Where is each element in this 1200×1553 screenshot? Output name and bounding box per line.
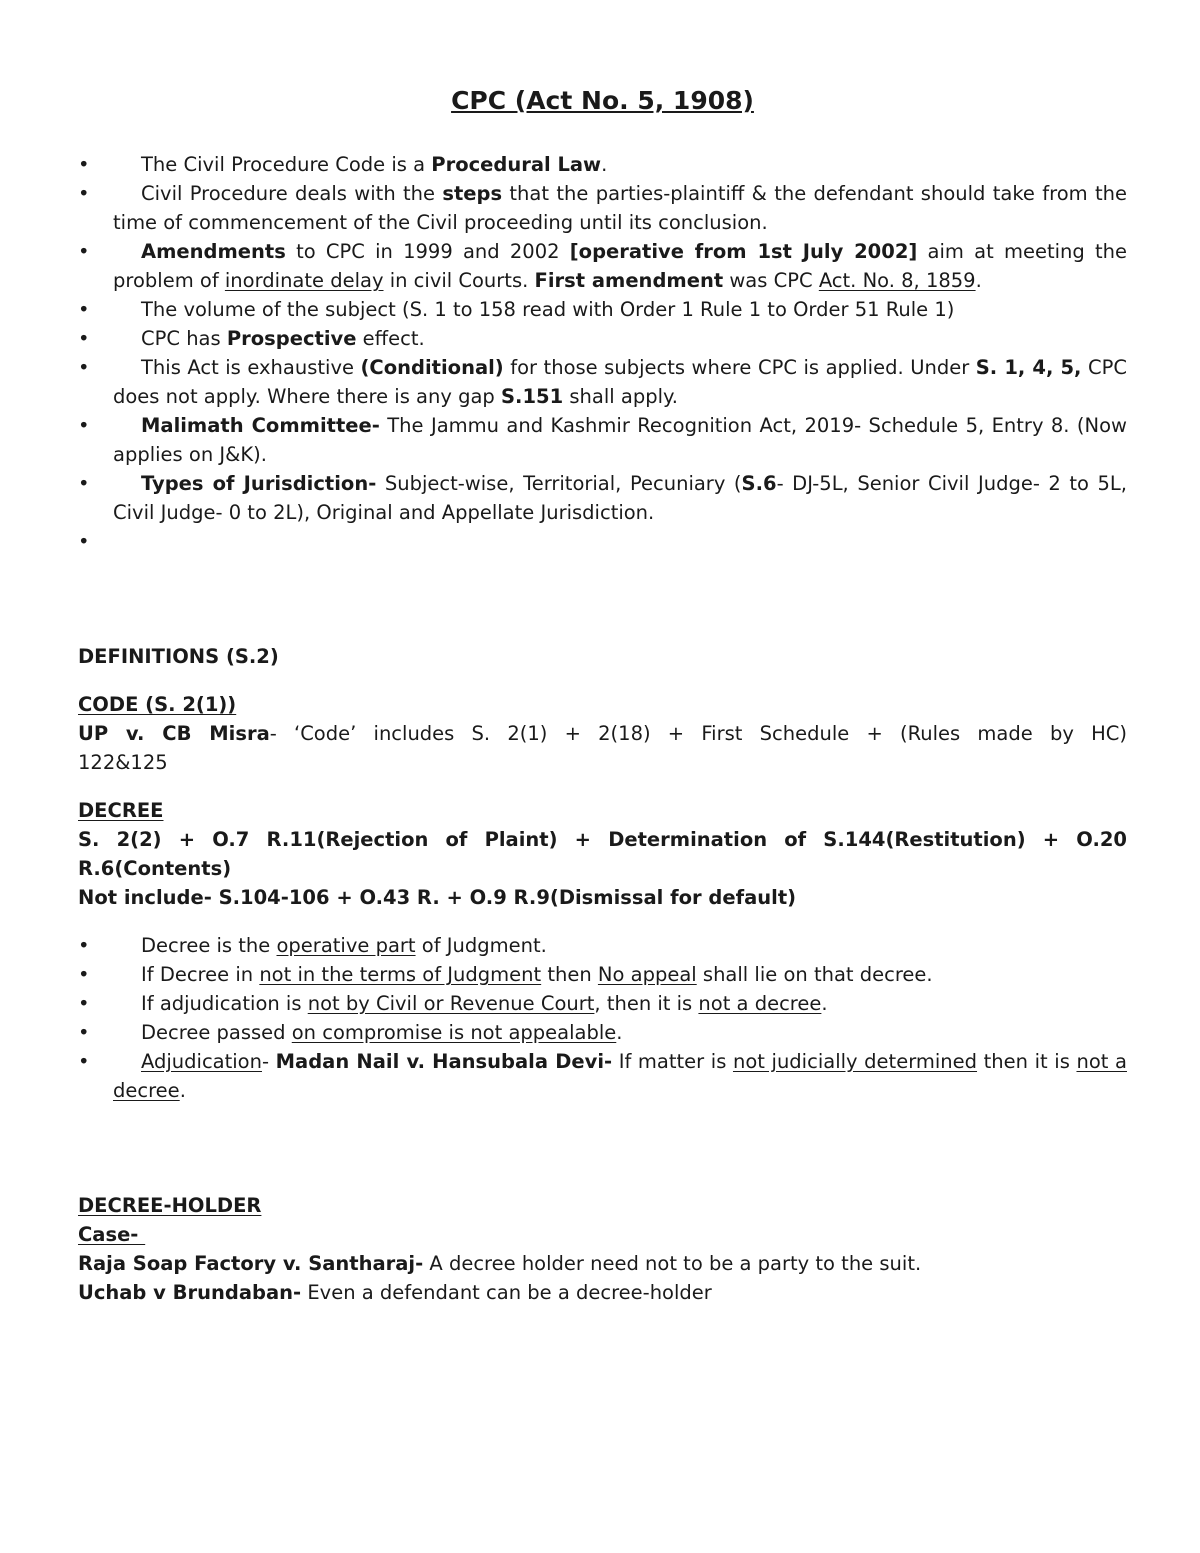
bullet-icon: • bbox=[78, 992, 90, 1015]
bullet-text-run: Decree passed bbox=[141, 1021, 292, 1044]
bullet-item bbox=[78, 1047, 1127, 1105]
bullet-text-run: shall lie on that decree. bbox=[696, 963, 933, 986]
decree-bullet-list bbox=[78, 931, 1127, 1105]
bullet-text-run: . bbox=[601, 153, 608, 176]
case-text: - ‘Code’ includes S. 2(1) + 2(18) + First Schedule + (Rules made by HC) 122&125 bbox=[78, 722, 1127, 774]
bullet-text-run: not a decree bbox=[113, 1050, 1127, 1102]
bullet-item bbox=[78, 411, 1127, 469]
bullet-text-run: Act. No. 8, 1859 bbox=[818, 269, 976, 292]
bullet-text-run: Amendments bbox=[141, 240, 286, 263]
bullet-text-run: . bbox=[821, 992, 828, 1015]
case-name: UP v. CB Misra bbox=[78, 722, 270, 745]
bullet-text-run: First amendment bbox=[534, 269, 724, 292]
bullet-icon: • bbox=[78, 414, 90, 437]
bullet-text-run: The volume of the subject (S. 1 to 158 read with Order 1 Rule 1 to Order 51 Rule 1) bbox=[141, 298, 955, 321]
bullet-text-run: Civil Procedure deals with the bbox=[141, 182, 443, 205]
bullet-text-run: Madan Nail v. Hansubala Devi- bbox=[275, 1050, 613, 1073]
spacer bbox=[78, 671, 1127, 690]
decree-holder-case-2 bbox=[78, 1278, 1127, 1307]
bullet-text-run: to CPC in 1999 and 2002 bbox=[285, 240, 570, 263]
decree-holder-case-1 bbox=[78, 1249, 1127, 1278]
bullet-text-run: , then it is bbox=[594, 992, 699, 1015]
bullet-text-run: . bbox=[179, 1079, 186, 1102]
bullet-item bbox=[78, 527, 1127, 556]
bullet-text-run: (Conditional) bbox=[360, 356, 504, 379]
bullet-text-run: steps bbox=[442, 182, 503, 205]
bullet-text-run: The Civil Procedure Code is a bbox=[141, 153, 432, 176]
bullet-text-run: Types of Jurisdiction- bbox=[141, 472, 377, 495]
bullet-text-run: aim at meeting the problem of bbox=[113, 240, 1127, 292]
bullet-icon: • bbox=[78, 182, 90, 205]
bullet-text-run: on compromise is not appealable bbox=[291, 1021, 617, 1044]
document-page bbox=[78, 85, 1127, 1307]
bullet-item bbox=[78, 931, 1127, 960]
bullet-text-run: Subject-wise, Territorial, Pecuniary ( bbox=[376, 472, 742, 495]
bullet-icon: • bbox=[78, 963, 90, 986]
bullet-text-run: Adjudication bbox=[141, 1050, 262, 1073]
bullet-text-run: S.6 bbox=[741, 472, 777, 495]
bullet-text-run: effect. bbox=[356, 327, 425, 350]
bullet-text-run: operative part bbox=[276, 934, 416, 957]
bullet-text-run: Malimath Committee- bbox=[141, 414, 380, 437]
bullet-item bbox=[78, 469, 1127, 527]
bullet-text-run: then bbox=[541, 963, 598, 986]
case-text: A decree holder need not to be a party to the suit. bbox=[423, 1252, 922, 1275]
bullet-text-run: inordinate delay bbox=[224, 269, 384, 292]
spacer bbox=[78, 556, 1127, 642]
case-text: Even a defendant can be a decree-holder bbox=[301, 1281, 712, 1304]
bullet-item bbox=[78, 324, 1127, 353]
bullet-text-run: of Judgment. bbox=[415, 934, 547, 957]
bullet-text-run: - DJ-5L, Senior Civil Judge- 2 to 5L, Civil Judge- 0 to 2L), Original and Appellate Jurisdiction. bbox=[113, 472, 1127, 524]
bullet-text-run: If matter is bbox=[612, 1050, 733, 1073]
bullet-item bbox=[78, 353, 1127, 411]
spacer bbox=[78, 912, 1127, 931]
bullet-icon: • bbox=[78, 472, 90, 495]
bullet-item bbox=[78, 1018, 1127, 1047]
bullet-text-run: Procedural Law bbox=[431, 153, 602, 176]
bullet-text-run: then it is bbox=[977, 1050, 1077, 1073]
spacer bbox=[78, 1105, 1127, 1191]
bullet-text-run: not judicially determined bbox=[732, 1050, 978, 1073]
bullet-icon: • bbox=[78, 327, 90, 350]
bullet-icon: • bbox=[78, 356, 90, 379]
case-name: Raja Soap Factory v. Santharaj- bbox=[78, 1252, 424, 1275]
bullet-text-run: CPC has bbox=[141, 327, 227, 350]
bullet-text-run: CPC does not apply. Where there is any gap bbox=[113, 356, 1127, 408]
bullet-text-run: S. 1, 4, 5, bbox=[975, 356, 1082, 379]
decree-holder-heading: DECREE-HOLDER bbox=[78, 1194, 262, 1217]
bullet-text-run: in civil Courts. bbox=[383, 269, 535, 292]
bullet-icon: • bbox=[78, 530, 90, 553]
bullet-icon: • bbox=[78, 934, 90, 957]
bullet-text-run: Prospective bbox=[226, 327, 357, 350]
bullet-text-run: that the parties-plaintiff & the defendant should take from the time of commencement of the Civil proceeding until its conclusion. bbox=[113, 182, 1127, 234]
bullet-text-run: not by Civil or Revenue Court bbox=[307, 992, 595, 1015]
bullet-text-run: No appeal bbox=[597, 963, 697, 986]
intro-bullet-list bbox=[78, 150, 1127, 556]
bullet-icon: • bbox=[78, 1050, 90, 1073]
bullet-text-run: If Decree in bbox=[141, 963, 260, 986]
decree-heading: DECREE bbox=[78, 799, 164, 822]
bullet-icon: • bbox=[78, 1021, 90, 1044]
decree-definition: S. 2(2) + O.7 R.11(Rejection of Plaint) + Determination of S.144(Restitution) + O.20 R.6(Contents) bbox=[78, 828, 1127, 880]
bullet-text-run: This Act is exhaustive bbox=[141, 356, 361, 379]
case-label: Case- bbox=[78, 1223, 146, 1246]
bullet-text-run: If adjudication is bbox=[141, 992, 308, 1015]
bullet-text-run: The Jammu and Kashmir Recognition Act, 2019- Schedule 5, Entry 8. (Now applies on J&K). bbox=[113, 414, 1127, 466]
bullet-icon: • bbox=[78, 240, 90, 263]
code-case-paragraph bbox=[78, 719, 1127, 777]
bullet-text-run: . bbox=[975, 269, 982, 292]
bullet-text-run: [operative from 1st July 2002] bbox=[569, 240, 918, 263]
bullet-text-run: not a decree bbox=[698, 992, 822, 1015]
bullet-item bbox=[78, 237, 1127, 295]
bullet-item bbox=[78, 989, 1127, 1018]
definitions-heading: DEFINITIONS (S.2) bbox=[78, 645, 279, 668]
case-name: Uchab v Brundaban- bbox=[78, 1281, 302, 1304]
bullet-item bbox=[78, 960, 1127, 989]
bullet-item bbox=[78, 179, 1127, 237]
bullet-text-run: S.151 bbox=[501, 385, 564, 408]
spacer bbox=[78, 777, 1127, 796]
code-heading: CODE (S. 2(1)) bbox=[78, 693, 237, 716]
bullet-icon: • bbox=[78, 153, 90, 176]
bullet-text-run: for those subjects where CPC is applied. Under bbox=[503, 356, 976, 379]
bullet-text-run: shall apply. bbox=[563, 385, 678, 408]
bullet-icon: • bbox=[78, 298, 90, 321]
bullet-item bbox=[78, 295, 1127, 324]
bullet-text-run: . bbox=[616, 1021, 623, 1044]
bullet-item bbox=[78, 150, 1127, 179]
document-title: CPC (Act No. 5, 1908) bbox=[451, 86, 754, 115]
bullet-text-run: - bbox=[261, 1050, 276, 1073]
decree-exclusions: Not include- S.104-106 + O.43 R. + O.9 R.9(Dismissal for default) bbox=[78, 886, 797, 909]
bullet-text-run: Decree is the bbox=[141, 934, 277, 957]
bullet-text-run: not in the terms of Judgment bbox=[259, 963, 542, 986]
bullet-text-run: was CPC bbox=[723, 269, 819, 292]
